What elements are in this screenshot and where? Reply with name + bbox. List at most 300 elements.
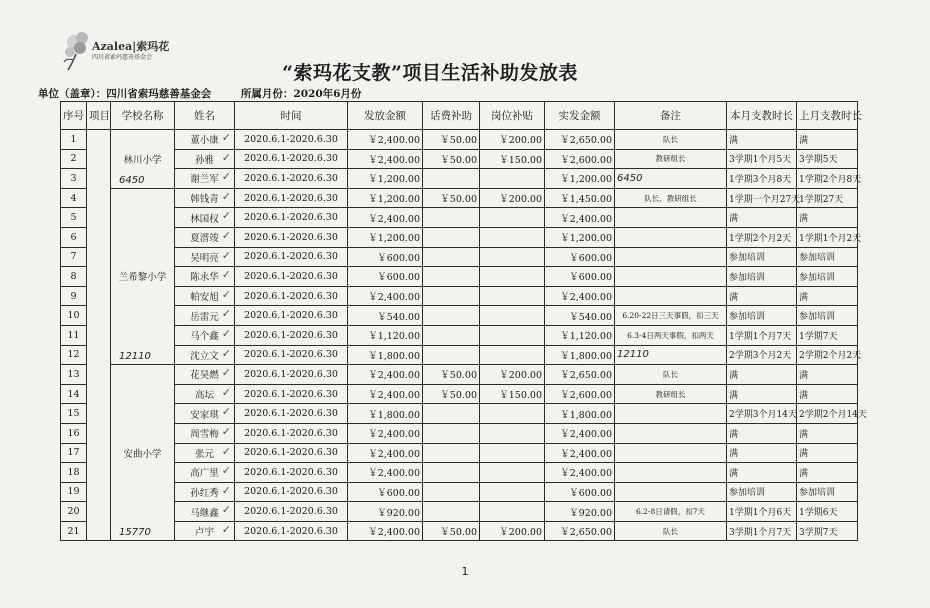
time-period: 2020.6.1-2020.6.30 [235, 188, 348, 208]
amount-cell: ￥600.00 [348, 482, 423, 502]
paid-amount-cell: ￥1,120.00 [545, 325, 615, 345]
table-row [61, 345, 858, 365]
post-subsidy-cell [480, 286, 545, 306]
table-row [61, 208, 858, 228]
handwritten-check-icon: ✓ [221, 209, 231, 223]
current-month-duration: 参加培训 [727, 306, 797, 326]
teacher-name: 花昊燃 [190, 370, 219, 382]
current-month-duration: 1学期一个月27天 [727, 188, 797, 208]
teacher-name-cell [175, 267, 235, 287]
handwritten-note: 12110 [617, 349, 649, 361]
current-month-duration: 满 [727, 384, 797, 404]
post-subsidy-cell [480, 306, 545, 326]
amount-cell: ￥2,400.00 [348, 365, 423, 385]
time-period: 2020.6.1-2020.6.30 [235, 247, 348, 267]
post-subsidy-cell [480, 463, 545, 483]
row-number: 15 [61, 404, 87, 424]
row-number: 3 [61, 169, 87, 189]
teacher-name-cell [175, 345, 235, 365]
previous-month-duration: 参加培训 [797, 267, 858, 287]
teacher-name: 张元 [194, 448, 214, 460]
note-text: 6.2-8日请假，扣7天 [635, 507, 705, 517]
note-cell [615, 267, 727, 287]
table-row [61, 325, 858, 345]
handwritten-check-icon: ✓ [221, 248, 231, 262]
note-cell [615, 325, 727, 345]
amount-cell: ￥2,400.00 [348, 463, 423, 483]
note-cell [615, 149, 727, 169]
row-number: 16 [61, 423, 87, 443]
header-col-no: 序号 [61, 102, 87, 130]
table-row [61, 286, 858, 306]
time-period: 2020.6.1-2020.6.30 [235, 325, 348, 345]
handwritten-check-icon: ✓ [221, 326, 231, 340]
phone-subsidy-cell [423, 423, 480, 443]
handwritten-check-icon: ✓ [221, 346, 231, 360]
time-period: 2020.6.1-2020.6.30 [235, 149, 348, 169]
row-number: 11 [61, 325, 87, 345]
teacher-name: 沈立文 [190, 350, 219, 362]
current-month-duration: 满 [727, 130, 797, 150]
phone-subsidy-cell [423, 227, 480, 247]
teacher-name-cell [175, 404, 235, 424]
table-row [61, 443, 858, 463]
amount-cell: ￥1,800.00 [348, 404, 423, 424]
table-row [61, 306, 858, 326]
note-text: 队长 [663, 134, 678, 144]
current-month-duration: 满 [727, 286, 797, 306]
teacher-name: 董小康 [190, 135, 219, 147]
amount-cell: ￥2,400.00 [348, 208, 423, 228]
teacher-name-cell [175, 423, 235, 443]
post-subsidy-cell [480, 423, 545, 443]
header-col-school: 学校名称 [111, 102, 175, 130]
paid-amount-cell: ￥2,650.00 [545, 130, 615, 150]
school-name: 兰希黎小学 [118, 272, 167, 284]
teacher-name: 陈永华 [190, 272, 219, 284]
handwritten-check-icon: ✓ [221, 131, 231, 144]
phone-subsidy-cell: ￥50.00 [423, 384, 480, 404]
current-month-duration: 2学期3个月2天 [727, 345, 797, 365]
row-number: 10 [61, 306, 87, 326]
row-number: 9 [61, 286, 87, 306]
phone-subsidy-cell [423, 306, 480, 326]
time-period: 2020.6.1-2020.6.30 [235, 169, 348, 189]
table-row [61, 384, 858, 404]
time-period: 2020.6.1-2020.6.30 [235, 286, 348, 306]
teacher-name: 周雪梅 [190, 429, 219, 441]
phone-subsidy-cell [423, 482, 480, 502]
row-number: 5 [61, 208, 87, 228]
amount-cell: ￥1,120.00 [348, 325, 423, 345]
handwritten-check-icon: ✓ [221, 366, 231, 380]
post-subsidy-cell [480, 169, 545, 189]
time-period: 2020.6.1-2020.6.30 [235, 502, 348, 522]
previous-month-duration: 1学期1个月2天 [797, 227, 858, 247]
amount-cell: ￥1,200.00 [348, 227, 423, 247]
handwritten-check-icon: ✓ [221, 228, 231, 242]
teacher-name: 孙红秀 [190, 487, 219, 499]
previous-month-duration: 满 [797, 463, 858, 483]
current-month-duration: 1学期3个月8天 [727, 169, 797, 189]
table-row [61, 247, 858, 267]
current-month-duration: 参加培训 [727, 482, 797, 502]
note-cell [615, 404, 727, 424]
note-cell [615, 169, 727, 189]
post-subsidy-cell [480, 247, 545, 267]
time-period: 2020.6.1-2020.6.30 [235, 463, 348, 483]
handwritten-school-total: 12110 [119, 351, 151, 363]
amount-cell: ￥1,200.00 [348, 188, 423, 208]
table-row [61, 482, 858, 502]
amount-cell: ￥1,200.00 [348, 169, 423, 189]
previous-month-duration: 3学期7天 [797, 521, 858, 541]
row-number: 8 [61, 267, 87, 287]
previous-month-duration: 满 [797, 208, 858, 228]
handwritten-check-icon: ✓ [221, 170, 231, 184]
current-month-duration: 3学期1个月5天 [727, 149, 797, 169]
row-number: 20 [61, 502, 87, 522]
table-row [61, 188, 858, 208]
paid-amount-cell: ￥1,450.00 [545, 188, 615, 208]
document-title: “索玛花支教”项目生活补助发放表 [282, 62, 578, 84]
note-cell [615, 345, 727, 365]
handwritten-check-icon: ✓ [221, 287, 231, 301]
post-subsidy-cell [480, 227, 545, 247]
note-cell [615, 130, 727, 150]
current-month-duration: 满 [727, 365, 797, 385]
teacher-name-cell [175, 463, 235, 483]
previous-month-duration: 1学期2个月8天 [797, 169, 858, 189]
post-subsidy-cell [480, 482, 545, 502]
note-text: 6.20-22日三天事假，扣三天 [622, 311, 719, 321]
phone-subsidy-cell [423, 286, 480, 306]
teacher-name: 高广里 [190, 468, 219, 480]
teacher-name: 孙雅 [194, 154, 214, 166]
time-period: 2020.6.1-2020.6.30 [235, 423, 348, 443]
note-cell [615, 521, 727, 541]
post-subsidy-cell [480, 208, 545, 228]
table-row [61, 227, 858, 247]
paid-amount-cell: ￥1,200.00 [545, 227, 615, 247]
handwritten-check-icon: ✓ [221, 483, 231, 497]
amount-cell: ￥600.00 [348, 267, 423, 287]
note-text: 6.3-4日两天事假，扣两天 [627, 330, 714, 340]
table-header-row [61, 102, 858, 130]
note-cell [615, 306, 727, 326]
paid-amount-cell: ￥2,400.00 [545, 463, 615, 483]
unit-label: 单位（盖章）：四川省索玛慈善基金会 [38, 88, 212, 100]
header-col-current-month: 本月支教时长 [727, 102, 797, 130]
note-cell [615, 188, 727, 208]
handwritten-check-icon: ✓ [221, 189, 231, 203]
handwritten-check-icon: ✓ [221, 150, 231, 164]
row-number: 19 [61, 482, 87, 502]
post-subsidy-cell [480, 443, 545, 463]
post-subsidy-cell [480, 267, 545, 287]
teacher-name: 马个鑫 [190, 331, 219, 343]
row-number: 12 [61, 345, 87, 365]
current-month-duration: 满 [727, 208, 797, 228]
time-period: 2020.6.1-2020.6.30 [235, 345, 348, 365]
table-row [61, 423, 858, 443]
row-number: 7 [61, 247, 87, 267]
month-label: 所属月份：2020年6月份 [240, 88, 362, 100]
phone-subsidy-cell: ￥50.00 [423, 365, 480, 385]
previous-month-duration: 参加培训 [797, 247, 858, 267]
header-col-project: 项目 [87, 102, 111, 130]
note-cell [615, 423, 727, 443]
school-name: 安曲小学 [123, 448, 162, 460]
note-cell [615, 502, 727, 522]
teacher-name-cell [175, 443, 235, 463]
phone-subsidy-cell [423, 267, 480, 287]
teacher-name-cell [175, 208, 235, 228]
note-cell [615, 384, 727, 404]
paid-amount-cell: ￥920.00 [545, 502, 615, 522]
current-month-duration: 满 [727, 423, 797, 443]
teacher-name-cell [175, 227, 235, 247]
post-subsidy-cell: ￥200.00 [480, 521, 545, 541]
post-subsidy-cell: ￥150.00 [480, 384, 545, 404]
header-col-time: 时间 [235, 102, 348, 130]
paid-amount-cell: ￥600.00 [545, 247, 615, 267]
time-period: 2020.6.1-2020.6.30 [235, 443, 348, 463]
handwritten-check-icon: ✓ [221, 522, 231, 536]
header-col-paid: 实发金额 [545, 102, 615, 130]
amount-cell: ￥1,800.00 [348, 345, 423, 365]
time-period: 2020.6.1-2020.6.30 [235, 384, 348, 404]
teacher-name-cell [175, 325, 235, 345]
table-row [61, 404, 858, 424]
paid-amount-cell: ￥600.00 [545, 482, 615, 502]
table-row [61, 463, 858, 483]
post-subsidy-cell: ￥150.00 [480, 149, 545, 169]
phone-subsidy-cell: ￥50.00 [423, 521, 480, 541]
handwritten-check-icon: ✓ [221, 444, 231, 458]
teacher-name-cell [175, 365, 235, 385]
document-meta [38, 86, 387, 101]
phone-subsidy-cell [423, 247, 480, 267]
handwritten-check-icon: ✓ [221, 307, 231, 321]
row-number: 14 [61, 384, 87, 404]
current-month-duration: 2学期3个月14天 [727, 404, 797, 424]
handwritten-check-icon: ✓ [221, 405, 231, 419]
header-col-name: 姓名 [175, 102, 235, 130]
phone-subsidy-cell: ￥50.00 [423, 149, 480, 169]
amount-cell: ￥2,400.00 [348, 130, 423, 150]
teacher-name: 吴明亮 [190, 252, 219, 264]
paid-amount-cell: ￥2,400.00 [545, 286, 615, 306]
post-subsidy-cell [480, 502, 545, 522]
note-cell [615, 208, 727, 228]
teacher-name: 岳雷元 [190, 311, 219, 323]
amount-cell: ￥600.00 [348, 247, 423, 267]
row-number: 17 [61, 443, 87, 463]
teacher-name: 安家琪 [190, 409, 219, 421]
time-period: 2020.6.1-2020.6.30 [235, 482, 348, 502]
phone-subsidy-cell [423, 169, 480, 189]
post-subsidy-cell: ￥200.00 [480, 130, 545, 150]
post-subsidy-cell [480, 345, 545, 365]
phone-subsidy-cell: ￥50.00 [423, 130, 480, 150]
school-name: 林川小学 [123, 154, 162, 166]
teacher-name-cell [175, 247, 235, 267]
header-col-note: 备注 [615, 102, 727, 130]
time-period: 2020.6.1-2020.6.30 [235, 130, 348, 150]
subsidy-table [60, 101, 867, 541]
phone-subsidy-cell [423, 443, 480, 463]
teacher-name-cell [175, 130, 235, 150]
teacher-name-cell [175, 521, 235, 541]
current-month-duration: 1学期1个月6天 [727, 502, 797, 522]
previous-month-duration: 满 [797, 384, 858, 404]
note-cell [615, 482, 727, 502]
paid-amount-cell: ￥2,650.00 [545, 365, 615, 385]
note-cell [615, 286, 727, 306]
row-number: 6 [61, 227, 87, 247]
amount-cell: ￥920.00 [348, 502, 423, 522]
teacher-name-cell [175, 188, 235, 208]
header-col-phone: 话费补助 [423, 102, 480, 130]
paid-amount-cell: ￥2,400.00 [545, 208, 615, 228]
paid-amount-cell: ￥2,600.00 [545, 149, 615, 169]
phone-subsidy-cell [423, 325, 480, 345]
phone-subsidy-cell [423, 345, 480, 365]
row-number: 21 [61, 521, 87, 541]
phone-subsidy-cell [423, 208, 480, 228]
post-subsidy-cell: ￥200.00 [480, 365, 545, 385]
note-text: 队长、教研组长 [644, 193, 697, 203]
note-text: 教研组长 [655, 154, 686, 164]
teacher-name: 高坛 [194, 390, 214, 402]
amount-cell: ￥2,400.00 [348, 423, 423, 443]
school-name-cell [111, 130, 175, 189]
previous-month-duration: 参加培训 [797, 306, 858, 326]
time-period: 2020.6.1-2020.6.30 [235, 227, 348, 247]
paid-amount-cell: ￥540.00 [545, 306, 615, 326]
note-text: 队长 [663, 369, 678, 379]
logo-brand-name: Azalea|索玛花 [92, 40, 170, 53]
previous-month-duration: 3学期5天 [797, 149, 858, 169]
phone-subsidy-cell [423, 404, 480, 424]
amount-cell: ￥2,400.00 [348, 443, 423, 463]
time-period: 2020.6.1-2020.6.30 [235, 306, 348, 326]
note-cell [615, 443, 727, 463]
current-month-duration: 满 [727, 443, 797, 463]
note-cell [615, 463, 727, 483]
post-subsidy-cell [480, 404, 545, 424]
previous-month-duration: 满 [797, 365, 858, 385]
paid-amount-cell: ￥600.00 [545, 267, 615, 287]
note-text: 队长 [663, 526, 678, 536]
phone-subsidy-cell [423, 502, 480, 522]
handwritten-check-icon: ✓ [221, 464, 231, 478]
teacher-name: 夏溍竣 [190, 233, 219, 245]
previous-month-duration: 满 [797, 130, 858, 150]
teacher-name: 谢兰军 [190, 174, 219, 186]
handwritten-check-icon: ✓ [221, 424, 231, 438]
current-month-duration: 参加培训 [727, 267, 797, 287]
header-col-post: 岗位补贴 [480, 102, 545, 130]
note-cell [615, 247, 727, 267]
teacher-name-cell [175, 482, 235, 502]
table-row [61, 502, 858, 522]
previous-month-duration: 1学期6天 [797, 502, 858, 522]
teacher-name-cell [175, 502, 235, 522]
row-number: 18 [61, 463, 87, 483]
previous-month-duration: 满 [797, 423, 858, 443]
handwritten-check-icon: ✓ [221, 385, 231, 399]
handwritten-school-total: 15770 [119, 527, 151, 539]
time-period: 2020.6.1-2020.6.30 [235, 521, 348, 541]
header-col-amount: 发放金额 [348, 102, 423, 130]
previous-month-duration: 满 [797, 443, 858, 463]
teacher-name: 林国权 [190, 213, 219, 225]
amount-cell: ￥540.00 [348, 306, 423, 326]
note-text: 教研组长 [655, 389, 686, 399]
paid-amount-cell: ￥2,400.00 [545, 423, 615, 443]
handwritten-school-total: 6450 [119, 174, 145, 186]
page-number: 1 [461, 565, 469, 578]
school-name-cell [111, 188, 175, 364]
table-row [61, 365, 858, 385]
time-period: 2020.6.1-2020.6.30 [235, 365, 348, 385]
previous-month-duration: 参加培训 [797, 482, 858, 502]
table-row [61, 130, 858, 150]
time-period: 2020.6.1-2020.6.30 [235, 404, 348, 424]
teacher-name-cell [175, 286, 235, 306]
previous-month-duration: 满 [797, 286, 858, 306]
paid-amount-cell: ￥2,650.00 [545, 521, 615, 541]
current-month-duration: 1学期2个月2天 [727, 227, 797, 247]
row-number: 4 [61, 188, 87, 208]
note-cell [615, 365, 727, 385]
time-period: 2020.6.1-2020.6.30 [235, 208, 348, 228]
table-row [61, 149, 858, 169]
amount-cell: ￥2,400.00 [348, 384, 423, 404]
handwritten-check-icon: ✓ [221, 503, 231, 517]
current-month-duration: 参加培训 [727, 247, 797, 267]
row-number: 1 [61, 130, 87, 150]
row-number: 2 [61, 149, 87, 169]
previous-month-duration: 1学期7天 [797, 325, 858, 345]
handwritten-check-icon: ✓ [221, 268, 231, 282]
project-cell [87, 130, 111, 541]
paid-amount-cell: ￥2,600.00 [545, 384, 615, 404]
phone-subsidy-cell: ￥50.00 [423, 188, 480, 208]
post-subsidy-cell [480, 325, 545, 345]
handwritten-note: 6450 [617, 172, 643, 184]
table-row [61, 169, 858, 189]
paid-amount-cell: ￥1,200.00 [545, 169, 615, 189]
teacher-name: 马继鑫 [190, 507, 219, 519]
paid-amount-cell: ￥1,800.00 [545, 345, 615, 365]
school-name-cell [111, 365, 175, 541]
previous-month-duration: 2学期2个月14天 [797, 404, 858, 424]
teacher-name-cell [175, 149, 235, 169]
teacher-name: 卢宇 [194, 527, 214, 539]
teacher-name-cell [175, 169, 235, 189]
table-row [61, 521, 858, 541]
note-cell [615, 227, 727, 247]
header-col-previous-month: 上月支教时长 [797, 102, 858, 130]
amount-cell: ￥2,400.00 [348, 286, 423, 306]
teacher-name: 帕安旭 [190, 292, 219, 304]
table-row [61, 267, 858, 287]
previous-month-duration: 2学期2个月2天 [797, 345, 858, 365]
previous-month-duration: 1学期27天 [797, 188, 858, 208]
